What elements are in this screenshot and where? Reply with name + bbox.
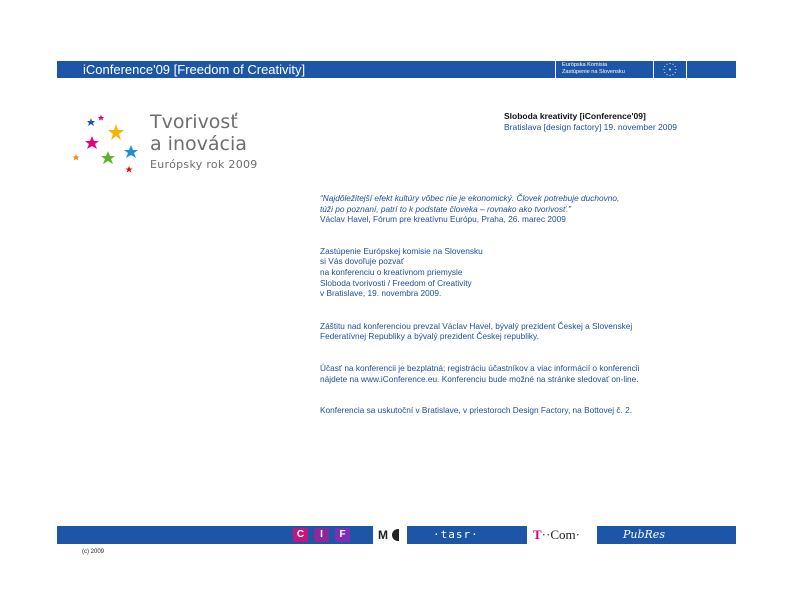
quote-line: túži po poznaní, patrí to k podstate človeka – rovnako ako tvorivosť.” bbox=[320, 203, 572, 214]
cif-logo-f: F bbox=[335, 528, 350, 542]
invitation-body bbox=[320, 193, 720, 416]
tasr-logo: ·tasr· bbox=[433, 528, 479, 541]
commission-line-1: Európska Komisia bbox=[562, 62, 608, 68]
patronage-line: Záštitu nad konferenciou prevzal Václav Havel, bývalý prezident Českej a Slovenskej bbox=[320, 320, 633, 331]
quote-attribution bbox=[320, 214, 720, 225]
event-info bbox=[504, 111, 677, 133]
cif-logo-i: I bbox=[314, 528, 329, 542]
copyright: (c) 2009 bbox=[82, 549, 105, 555]
t-com-logo bbox=[527, 526, 597, 544]
sponsors-bar bbox=[57, 526, 736, 544]
t-com-t: T bbox=[533, 527, 542, 542]
havel-quote bbox=[320, 193, 720, 214]
invitation-line: na konferenciu o kreatívnom priemysle bbox=[320, 266, 463, 277]
venue-paragraph bbox=[320, 405, 720, 416]
invitation-line: Sloboda tvorivosti / Freedom of Creativity bbox=[320, 277, 472, 288]
header-divider bbox=[686, 61, 687, 78]
logo-line-1: Tvorivosť bbox=[150, 111, 238, 133]
invitation-line: si Vás dovoľuje pozvať bbox=[320, 256, 404, 267]
t-com-text: ··Com· bbox=[541, 527, 580, 542]
eu-flag-icon bbox=[655, 61, 685, 78]
logo-line-2: a inovácia bbox=[150, 133, 247, 155]
commission-label bbox=[562, 62, 625, 76]
page-title: iConference'09 [Freedom of Creativity] bbox=[83, 62, 306, 77]
venue-line: Konferencia sa uskutoční v Bratislave, v priestoroch Design Factory, na Bottovej č. 2. bbox=[320, 405, 633, 416]
invitation-paragraph bbox=[320, 246, 720, 299]
m-logo bbox=[373, 526, 407, 544]
patronage-line: Federatívnej Republiky a bývalý prezident Českej republiky. bbox=[320, 331, 539, 342]
pubres-logo: PubRes bbox=[623, 528, 665, 541]
participation-line: nájdete na www.iConference.eu. Konferenciu bude možné na stránke sledovať on-line. bbox=[320, 373, 639, 384]
patronage-paragraph bbox=[320, 321, 720, 342]
event-name: Sloboda kreativity [iConference'09] bbox=[504, 111, 646, 121]
m-logo-letter: M bbox=[378, 528, 388, 542]
invitation-line: Zastúpenie Európskej komisie na Slovensku bbox=[320, 245, 483, 256]
year-of-creativity-logo bbox=[150, 111, 258, 172]
attribution-line: Václav Havel, Fórum pre kreatívnu Európu, Praha, 26. marec 2009 bbox=[320, 214, 566, 225]
logo-line-3: Európsky rok 2009 bbox=[150, 158, 258, 171]
header-divider bbox=[555, 61, 556, 78]
commission-line-2: Zastúpenie na Slovensku bbox=[562, 69, 625, 75]
participation-paragraph bbox=[320, 363, 720, 384]
cif-logo-c: C bbox=[293, 528, 308, 542]
participation-line: Účasť na konferencii je bezplatná; registráciu účastníkov a viac informácií o konferencii bbox=[320, 362, 640, 373]
header-bar bbox=[57, 61, 736, 78]
invitation-line: v Bratislave, 19. novembra 2009. bbox=[320, 288, 442, 299]
event-place: Bratislava [design factory] 19. november 2009 bbox=[504, 122, 677, 132]
colorful-stars-logo-icon bbox=[70, 112, 142, 174]
quote-line: “Najdôležitejší efekt kultúry vôbec nie je ekonomický. Človek potrebuje duchovno, bbox=[320, 193, 620, 203]
header-divider bbox=[653, 61, 654, 78]
m-logo-shape-icon bbox=[392, 529, 399, 541]
